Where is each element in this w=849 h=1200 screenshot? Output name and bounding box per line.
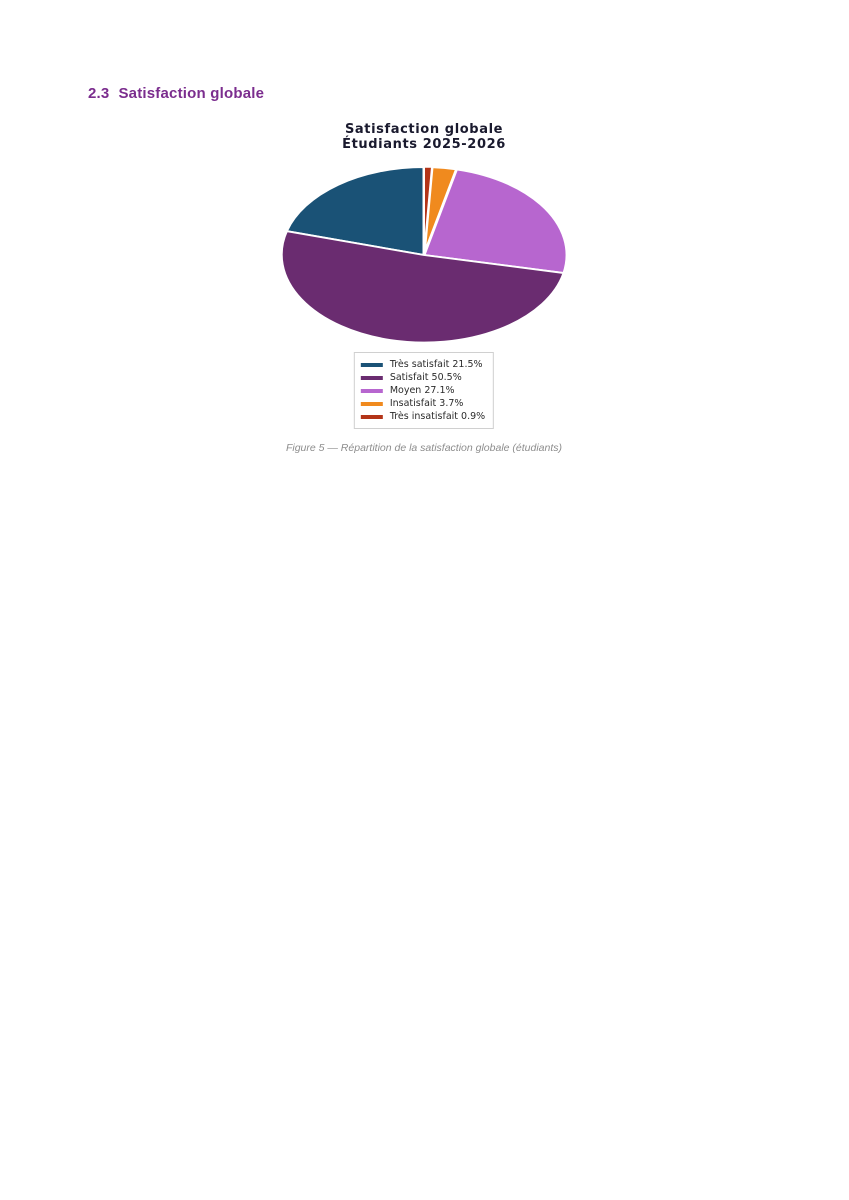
legend-label: Satisfait 50.5% [389,372,462,383]
legend-item [361,410,485,423]
legend-swatch-insatisfait [361,402,383,406]
legend-item [361,371,485,384]
chart-title-line1: Satisfaction globale [344,122,504,137]
section-heading [88,85,264,102]
pie-graphic [281,167,567,343]
legend-item [361,358,485,371]
legend-item [361,384,485,397]
section-title: Satisfaction globale [118,85,265,102]
legend-label: Très insatisfait 0.9% [389,411,486,422]
legend-swatch-satisfait [361,376,383,380]
chart-legend [354,352,494,429]
section-number: 2.3 [88,85,110,102]
pie-chart [88,112,760,454]
figure-caption: Figure 5 — Répartition de la satisfaction globale (étudiants) [285,442,563,454]
legend-label: Moyen 27.1% [389,385,455,396]
legend-swatch-tres-satisfait [361,363,383,367]
chart-title [88,122,760,152]
chart-title-line2: Étudiants 2025-2026 [342,137,506,152]
legend-label: Très satisfait 21.5% [389,359,483,370]
legend-swatch-moyen [361,389,383,393]
legend-label: Insatisfait 3.7% [389,398,464,409]
legend-swatch-tres-insatisfait [361,415,383,419]
figure-block [88,112,760,454]
pie-svg [281,167,567,343]
legend-item [361,397,485,410]
